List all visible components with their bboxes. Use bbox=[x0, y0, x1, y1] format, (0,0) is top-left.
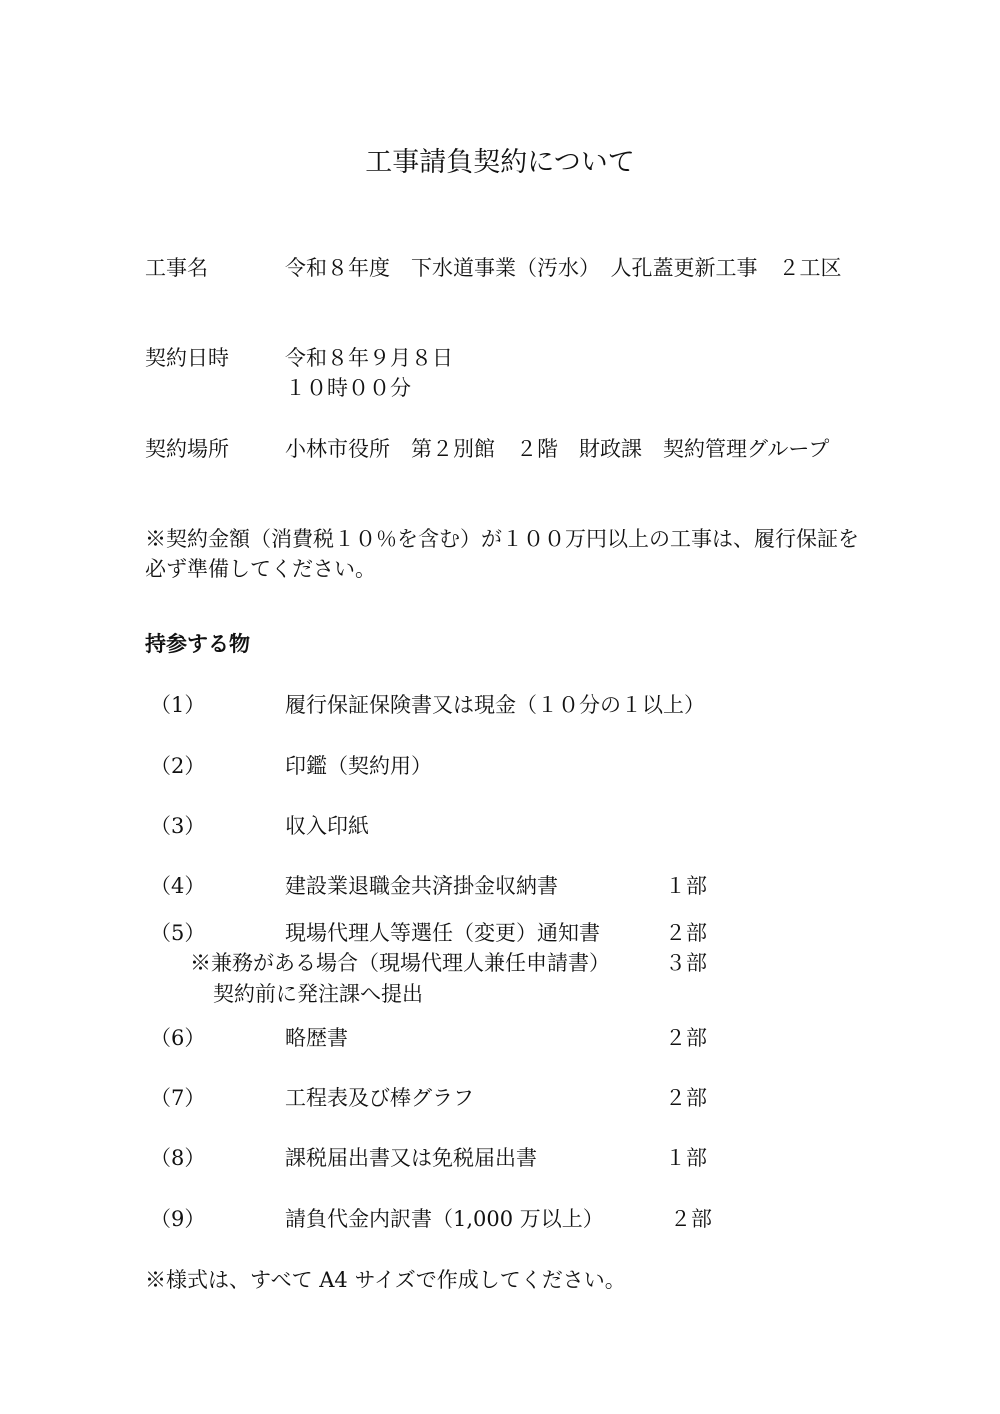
item-number: （3） bbox=[150, 814, 206, 838]
item-number: （9） bbox=[150, 1207, 206, 1231]
items-heading: 持参する物 bbox=[145, 631, 250, 656]
item-quantity: ２部 bbox=[665, 921, 707, 945]
place-value: 小林市役所 第２別館 ２階 財政課 契約管理グループ bbox=[285, 437, 830, 461]
item-name: 工程表及び棒グラフ bbox=[285, 1086, 474, 1110]
item-number: （7） bbox=[150, 1086, 206, 1110]
item-name: 建設業退職金共済掛金収納書 bbox=[285, 874, 558, 898]
guarantee-note: ※契約金額（消費税１０％を含む）が１００万円以上の工事は、履行保証を必ず準備してください。 bbox=[145, 527, 859, 581]
project-label: 工事名 bbox=[145, 256, 208, 280]
place-label: 契約場所 bbox=[145, 437, 229, 461]
item-number: （1） bbox=[150, 693, 206, 717]
item-name: 収入印紙 bbox=[285, 814, 369, 838]
item-number: （8） bbox=[150, 1146, 206, 1170]
item-number: （4） bbox=[150, 874, 206, 898]
item-number: （2） bbox=[150, 754, 206, 778]
time-value: １０時００分 bbox=[285, 376, 411, 400]
page-title: 工事請負契約について bbox=[365, 147, 635, 178]
item-quantity: ２部 bbox=[665, 1086, 707, 1110]
project-value: 令和８年度 下水道事業（汚水） 人孔蓋更新工事 ２工区 bbox=[285, 256, 842, 280]
item-quantity: ２部 bbox=[665, 1026, 707, 1050]
item-number: （5） bbox=[150, 921, 206, 945]
item-quantity: １部 bbox=[665, 874, 707, 898]
item-name: 現場代理人等選任（変更）通知書 bbox=[285, 921, 600, 945]
item5-sub-note: ※兼務がある場合（現場代理人兼任申請書） bbox=[190, 951, 610, 975]
date-label: 契約日時 bbox=[145, 346, 229, 370]
format-note: ※様式は、すべて A4 サイズで作成してください。 bbox=[145, 1268, 626, 1292]
item-name: 課税届出書又は免税届出書 bbox=[285, 1146, 537, 1170]
date-value: 令和８年９月８日 bbox=[285, 346, 453, 370]
item-name: 履行保証保険書又は現金（１０分の１以上） bbox=[285, 693, 705, 717]
item-number: （6） bbox=[150, 1026, 206, 1050]
item-name: 略歴書 bbox=[285, 1026, 348, 1050]
item5-sub-quantity: ３部 bbox=[665, 951, 707, 975]
item-name: 請負代金内訳書（1,000 万以上） bbox=[285, 1207, 604, 1231]
item5-sub-instruction: 契約前に発注課へ提出 bbox=[213, 982, 423, 1006]
item-quantity: ２部 bbox=[670, 1207, 712, 1231]
item-name: 印鑑（契約用） bbox=[285, 754, 432, 778]
item-quantity: １部 bbox=[665, 1146, 707, 1170]
